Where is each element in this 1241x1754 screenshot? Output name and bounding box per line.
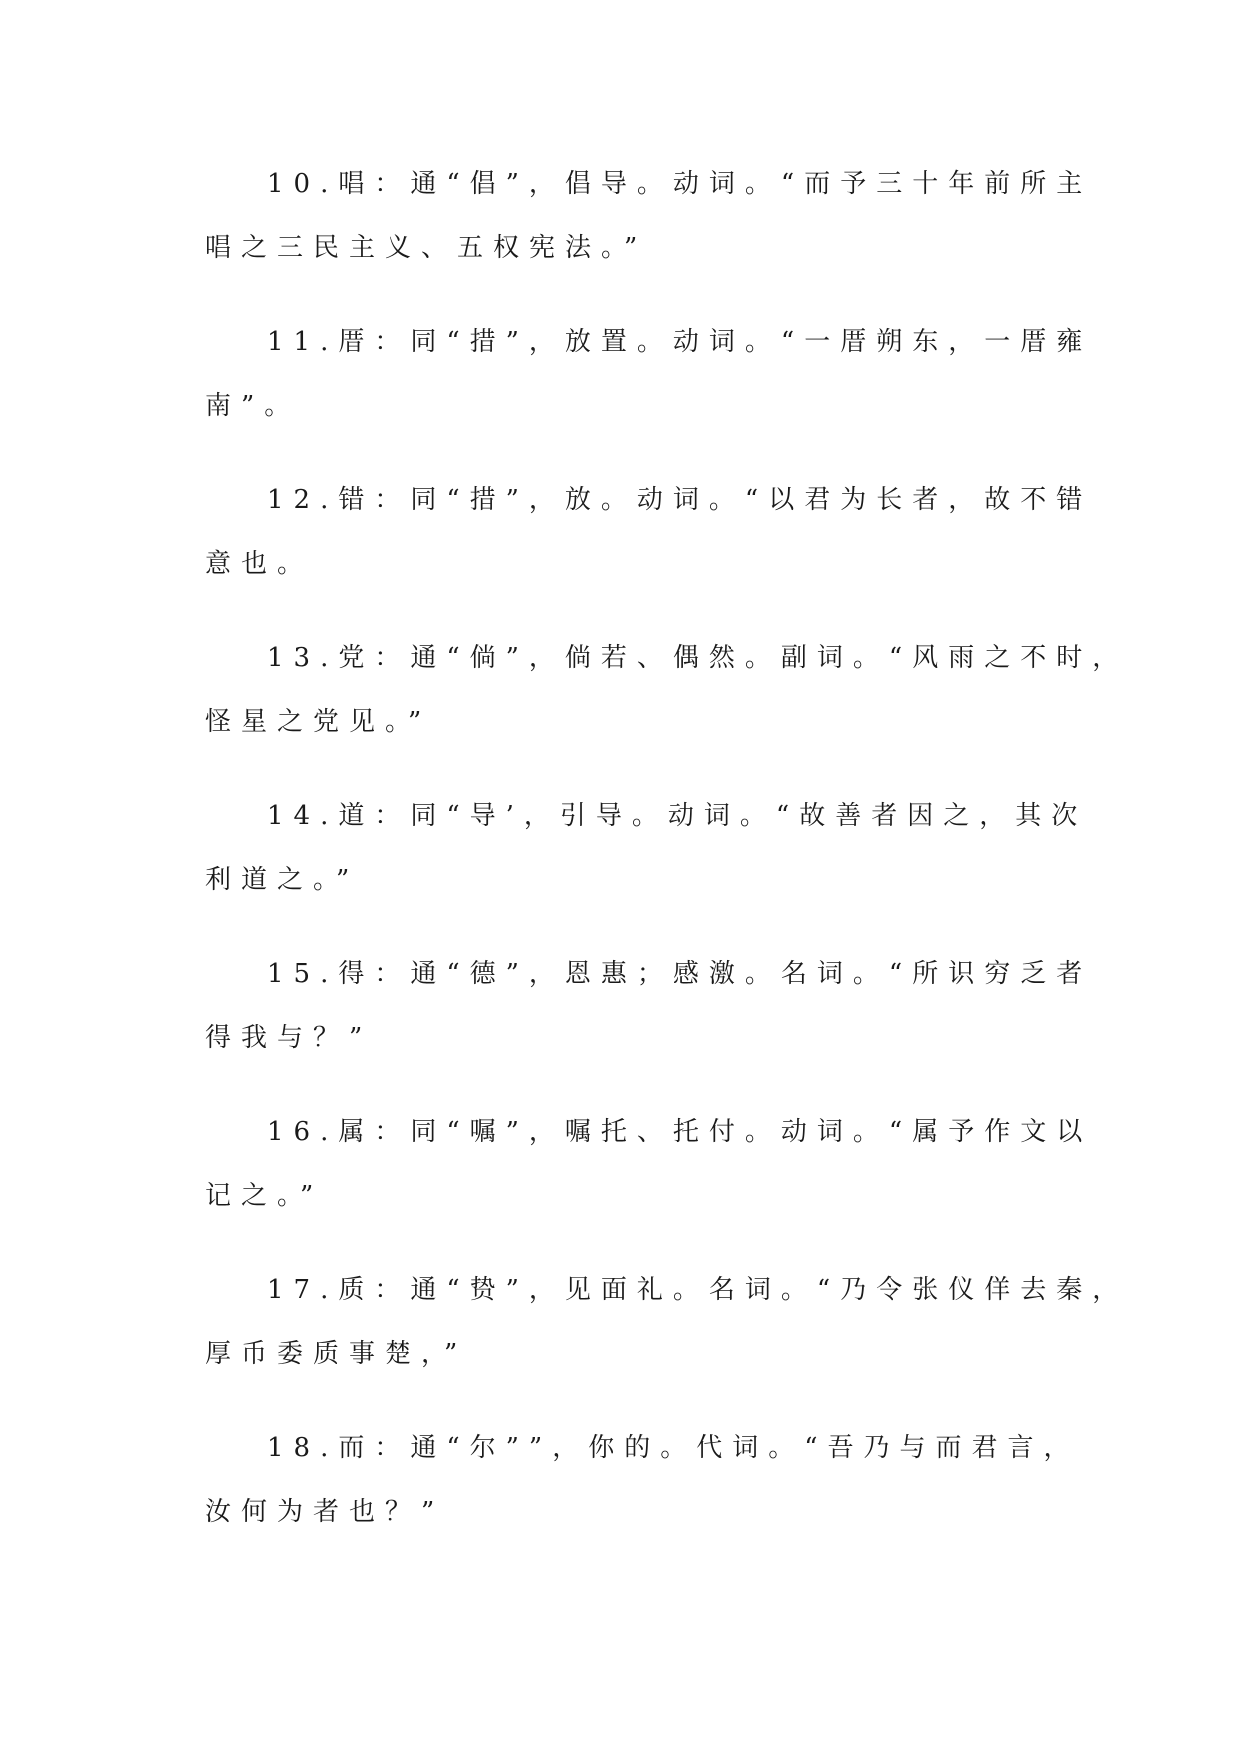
entry-13-line-1: 13.党：通“倘”，倘若、偶然。副词。“风雨之不时，	[267, 643, 1129, 673]
entry-13	[205, 626, 1129, 754]
entry-13-line-2: 怪星之党见。”	[205, 707, 432, 737]
entry-15-line-1: 15.得：通“德”，恩惠；感激。名词。“所识穷乏者	[267, 959, 1093, 989]
entry-10-line-1: 10.唱：通“倡”，倡导。动词。“而予三十年前所主	[267, 169, 1093, 199]
entry-16	[205, 1100, 1093, 1228]
entry-14	[205, 784, 1088, 912]
entry-11-line-2: 南”。	[205, 391, 301, 421]
entry-18	[205, 1416, 1080, 1544]
entry-18-line-2: 汝何为者也？”	[205, 1497, 445, 1527]
entry-17-line-2: 厚币委质事楚，”	[205, 1339, 468, 1369]
entry-10-line-2: 唱之三民主义、五权宪法。”	[205, 233, 648, 263]
entry-10	[205, 152, 1093, 280]
entry-16-line-1: 16.属：同“嘱”，嘱托、托付。动词。“属予作文以	[267, 1117, 1093, 1147]
entry-14-line-2: 利道之。”	[205, 865, 360, 895]
entry-11-line-1: 11.厝：同“措”，放置。动词。“一厝朔东，一厝雍	[267, 327, 1093, 357]
entry-12	[205, 468, 1093, 596]
entry-12-line-1: 12.错：同“措”，放。动词。“以君为长者，故不错	[267, 485, 1093, 515]
entry-17-line-1: 17.质：通“贽”，见面礼。名词。“乃令张仪佯去秦，	[267, 1275, 1129, 1305]
entry-11	[205, 310, 1093, 438]
entry-12-line-2: 意也。	[205, 549, 314, 579]
entry-18-line-1: 18.而：通“尔””，你的。代词。“吾乃与而君言，	[267, 1433, 1080, 1463]
entry-16-line-2: 记之。”	[205, 1181, 324, 1211]
entry-17	[205, 1258, 1129, 1386]
entry-15-line-2: 得我与？”	[205, 1023, 373, 1053]
entry-15	[205, 942, 1093, 1070]
entry-14-line-1: 14.道：同“导’，引导。动词。“故善者因之，其次	[267, 801, 1088, 831]
